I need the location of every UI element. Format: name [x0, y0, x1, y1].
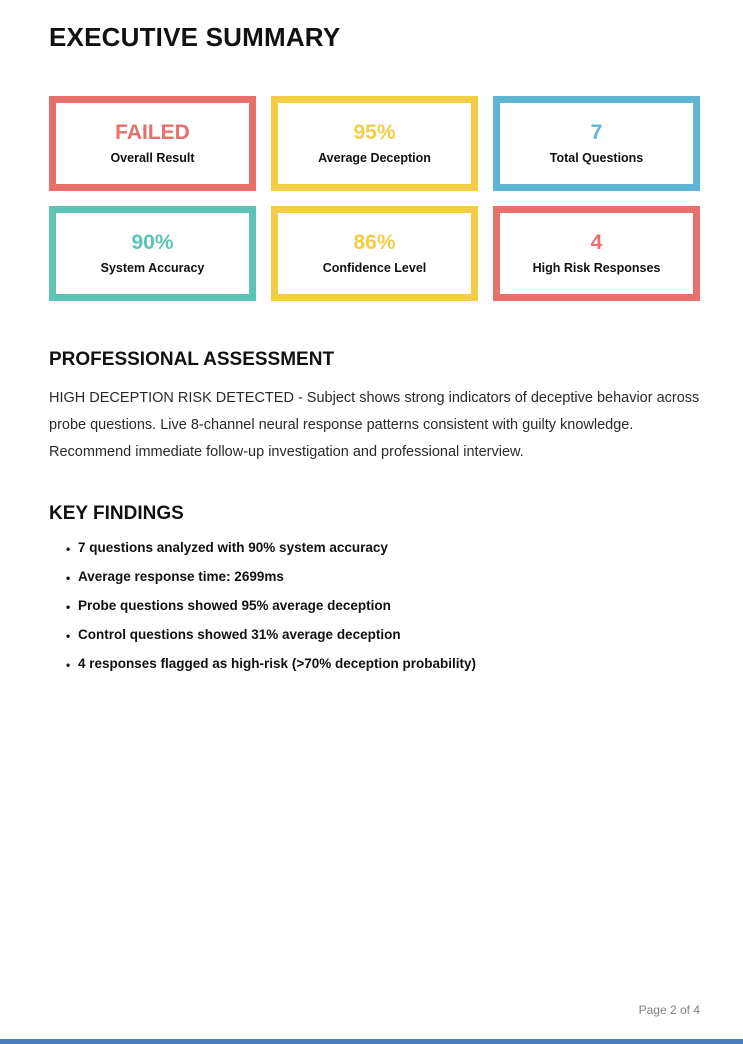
stat-card-system-accuracy: [49, 206, 256, 301]
stat-card-confidence-level: [271, 206, 478, 301]
assessment-section: [49, 349, 700, 466]
finding-item: • Probe questions showed 95% average deception: [66, 599, 700, 613]
stat-card-label: Average Deception: [318, 151, 431, 166]
stat-card-overall-result: [49, 96, 256, 191]
finding-item: • 4 responses flagged as high-risk (>70% deception probability): [66, 657, 700, 671]
assessment-heading: PROFESSIONAL ASSESSMENT: [49, 349, 335, 370]
stat-card-total-questions: [493, 96, 700, 191]
page-title: EXECUTIVE SUMMARY: [49, 22, 341, 52]
assessment-body-text: HIGH DECEPTION RISK DETECTED - Subject shows strong indicators of deceptive behavior across probe questions. Live 8-channel neural response patterns consistent with guilty knowledge. Recommend immediate follow-up investigation and professional interview.: [49, 390, 700, 460]
stat-card-value: 90%: [131, 231, 174, 255]
stat-cards-grid: [49, 96, 700, 301]
stat-card-value: FAILED: [115, 121, 190, 145]
stat-card-value: 4: [590, 231, 603, 255]
stat-card-value: 95%: [353, 121, 396, 145]
findings-list: [49, 541, 700, 671]
stat-card-average-deception: [271, 96, 478, 191]
stat-card-label: System Accuracy: [100, 261, 205, 276]
page-number: Page 2 of 4: [638, 1003, 700, 1017]
findings-heading: KEY FINDINGS: [49, 503, 184, 524]
footer-accent-bar: [0, 1039, 743, 1044]
stat-card-value: 86%: [353, 231, 396, 255]
stat-card-value: 7: [590, 121, 603, 145]
finding-item: • Control questions showed 31% average deception: [66, 628, 700, 642]
stat-card-label: Overall Result: [110, 151, 195, 166]
finding-item: • 7 questions analyzed with 90% system accuracy: [66, 541, 700, 555]
stat-card-label: Confidence Level: [322, 261, 427, 276]
findings-section: [49, 503, 700, 671]
stat-card-high-risk-responses: [493, 206, 700, 301]
stat-card-label: Total Questions: [549, 151, 644, 166]
stat-card-label: High Risk Responses: [532, 261, 661, 276]
finding-item: • Average response time: 2699ms: [66, 570, 700, 584]
